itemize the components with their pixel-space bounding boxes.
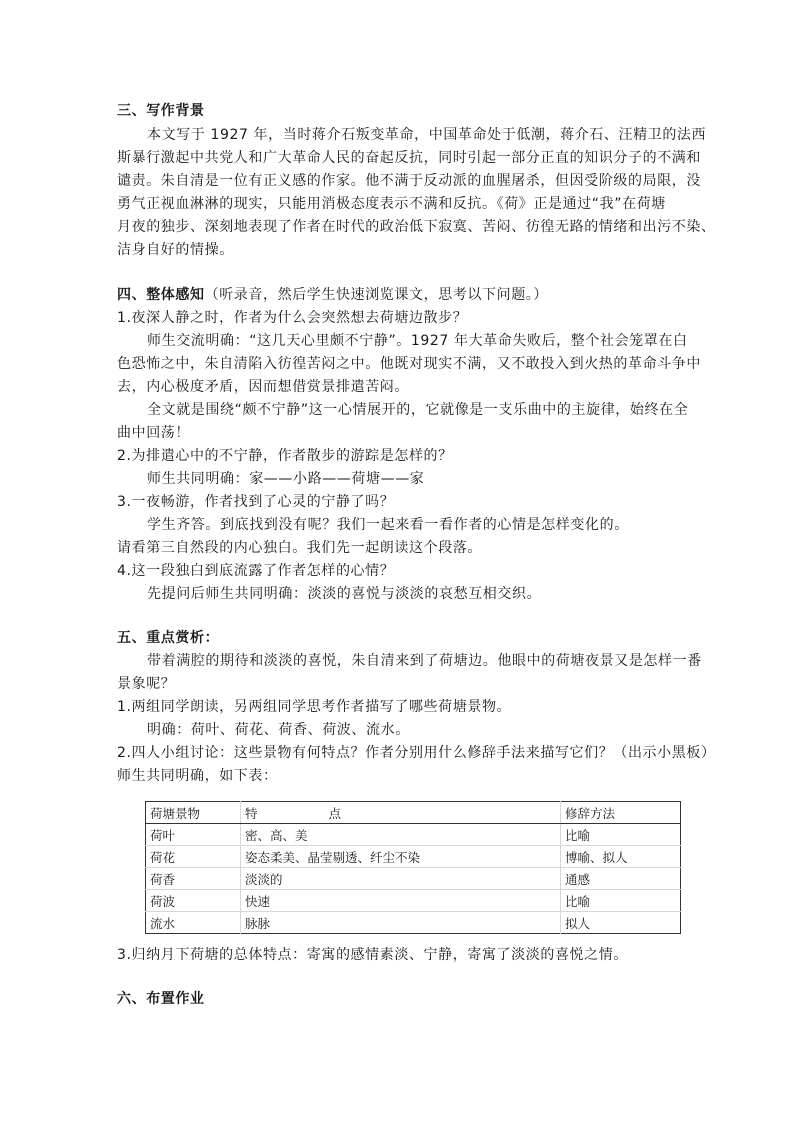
table-cell: 荷花 [146,846,241,868]
lotus-scenery-table [145,801,681,934]
section-3-line: 斯暴行激起中共党人和广大革命人民的奋起反抗，同时引起一部分正直的知识分子的不满和 [117,150,701,166]
section-5-line: 明确：荷叶、荷花、荷香、荷波、流水。 [147,722,410,738]
table-header-row [146,802,681,824]
table-cell: 快速 [241,890,561,912]
section-4-line: 全文就是围绕“颇不宁静”这一心情展开的，它就像是一支乐曲中的主旋律，始终在全 [147,402,689,418]
section-4-heading [117,284,697,306]
section-3-line: 本文写于 1927 年，当时蒋介石叛变革命，中国革命处于低潮，蒋介石、汪精卫的法西 [147,127,707,143]
section-3-heading: 三、写作背景 [117,103,205,119]
section-5-line: 景象呢？ [117,676,176,692]
table-cell: 荷叶 [146,824,241,846]
section-5-line: 1.两组同学朗读，另两组同学思考作者描写了哪些荷塘景物。 [117,699,512,715]
section-4-line: 请看第三自然段的内心独白。我们先一起朗读这个段落。 [117,540,482,556]
table-cell: 脉脉 [241,912,561,934]
section-4-line: 师生交流明确：“这几天心里颇不宁静”。1927 年大革命失败后，整个社会笼罩在白 [147,333,688,349]
section-3-line: 洁身自好的情操。 [117,242,234,258]
section-4-line: 师生共同明确：家——小路——荷塘——家 [147,471,425,487]
section-4-title: 四、整体感知 [117,287,205,303]
section-5-line: 2.四人小组讨论：这些景物有何特点？作者分别用什么修辞手法来描写它们？（出示小黑板） [117,745,716,761]
table-cell: 比喻 [561,824,681,846]
section-4-note: （听录音，然后学生快速浏览课文，思考以下问题。） [204,287,549,303]
section-4-line: 曲中回荡！ [117,425,190,441]
table-row [146,890,681,912]
table-row [146,846,681,868]
section-4-line: 去，内心极度矛盾，因而想借赏景排遣苦闷。 [117,379,409,395]
section-4-line: 先提问后师生共同明确：淡淡的喜悦与淡淡的哀愁互相交织。 [147,586,542,602]
section-5-heading: 五、重点赏析： [117,630,220,646]
section-3-line: 月夜的独步、深刻地表现了作者在时代的政治低下寂寞、苦闷、彷徨无路的情绪和出污不染、 [117,219,716,235]
question-4: 4.这一段独白到底流露了作者怎样的心情？ [117,563,395,579]
table-header: 荷塘景物 [146,802,241,824]
table-cell: 流水 [146,912,241,934]
table-cell: 拟人 [561,912,681,934]
section-3-line: 勇气正视血淋淋的现实，只能用消极态度表示不满和反抗。《荷》正是通过“我”在荷塘 [117,196,666,212]
section-5-line: 带着满腔的期待和淡淡的喜悦，朱自清来到了荷塘边。他眼中的荷塘夜景又是怎样一番 [147,653,702,669]
question-2: 2.为排遣心中的不宁静，作者散步的游踪是怎样的？ [117,448,453,464]
table-header-label: 特点 [245,805,341,821]
table-cell: 密、高、美 [241,824,561,846]
table-cell: 通感 [561,868,681,890]
section-4-line: 学生齐答。到底找到没有呢？我们一起来看一看作者的心情是怎样变化的。 [147,517,629,533]
table-header [241,802,561,824]
table-cell: 姿态柔美、晶莹剔透、纤尘不染 [241,846,561,868]
table-header: 修辞方法 [561,802,681,824]
section-3-line: 谴责。朱自清是一位有正义感的作家。他不满于反动派的血腥屠杀，但因受阶级的局限，没 [117,173,701,189]
section-5-summary: 3.归纳月下荷塘的总体特点：寄寓的感情素淡、宁静，寄寓了淡淡的喜悦之情。 [117,947,628,963]
question-1: 1.夜深人静之时，作者为什么会突然想去荷塘边散步？ [117,310,468,326]
section-5-line: 师生共同明确，如下表： [117,768,278,784]
section-4-line: 色恐怖之中，朱自清陷入彷徨苦闷之中。他既对现实不满，又不敢投入到火热的革命斗争中 [117,356,701,372]
table-row [146,912,681,934]
section-6-heading: 六、布置作业 [117,991,205,1007]
table-cell: 博喻、拟人 [561,846,681,868]
table-cell: 淡淡的 [241,868,561,890]
table-row [146,824,681,846]
table-row [146,868,681,890]
question-3: 3.一夜畅游，作者找到了心灵的宁静了吗？ [117,494,395,510]
table-cell: 比喻 [561,890,681,912]
table-cell: 荷香 [146,868,241,890]
table-cell: 荷波 [146,890,241,912]
